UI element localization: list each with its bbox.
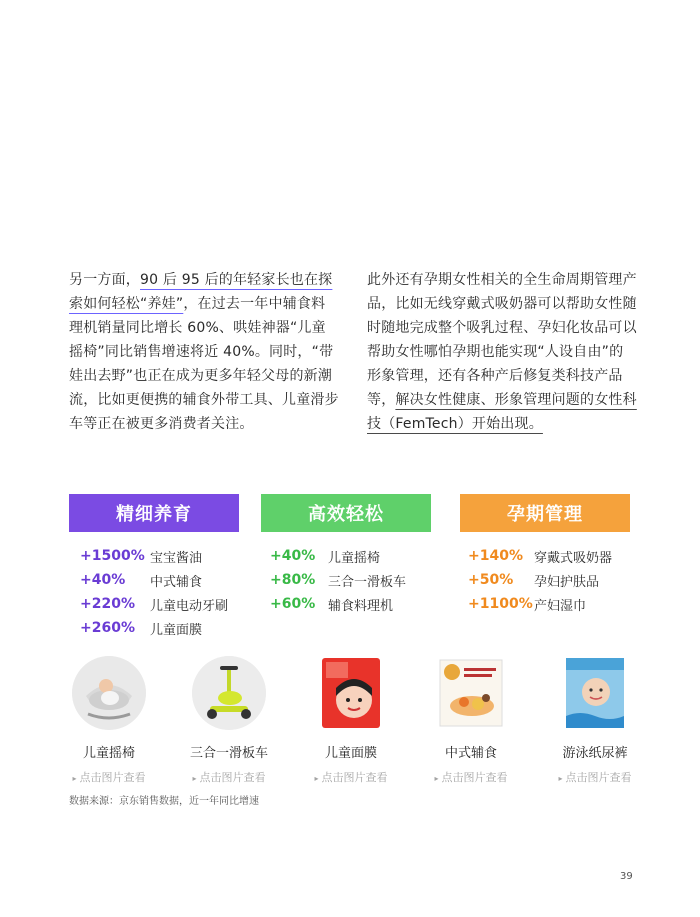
list-item — [468, 592, 612, 616]
product-scooter[interactable] — [174, 656, 284, 785]
view-image-link[interactable]: ▸ 点击图片查看 — [192, 771, 266, 784]
paragraph-right — [367, 268, 637, 436]
item-name: 三合一滑板车 — [328, 574, 407, 590]
view-image-link[interactable]: ▸ 点击图片查看 — [314, 771, 388, 784]
view-image-link[interactable]: ▸ 点击图片查看 — [558, 771, 632, 784]
baby-rocker-image[interactable] — [72, 656, 146, 730]
growth-percent: +140% — [468, 548, 523, 564]
product-name: 游泳纸尿裤 — [562, 746, 628, 761]
list-item — [468, 568, 612, 592]
paragraph-right-underline: 解决女性健康、形象管理问题的女性科技（FemTech）开始出现。 — [367, 392, 637, 432]
growth-percent: +1500% — [80, 548, 145, 564]
scooter-image[interactable] — [192, 656, 266, 730]
list-item — [80, 616, 228, 640]
kids-mask-image[interactable] — [316, 656, 386, 730]
data-source-note: 数据来源：京东销售数据，近一年同比增速 — [69, 796, 259, 807]
item-name: 儿童电动牙刷 — [150, 598, 229, 614]
baby-food-box-image[interactable] — [436, 656, 506, 730]
list-item — [80, 544, 228, 568]
triangle-icon: ▸ — [558, 773, 563, 783]
triangle-icon: ▸ — [192, 773, 197, 783]
growth-percent: +50% — [468, 572, 514, 588]
product-baby-food[interactable] — [416, 656, 526, 785]
list-item — [80, 592, 228, 616]
category-header-pregnancy: 孕期管理 — [460, 494, 630, 532]
product-kids-mask[interactable] — [296, 656, 406, 785]
category-header-efficient: 高效轻松 — [261, 494, 431, 532]
paragraph-left-text-2: ，在过去一年中辅食料理机销量同比增长 60%、哄娃神器“儿童摇椅”同比销售增速将近 40%。同时，“带娃出去野”也正在成为更多年轻父母的新潮流，比如更便携的辅食外带工具、儿童滑步车等正在被更多消费者关注。 — [69, 296, 339, 432]
item-name: 宝宝酱油 — [150, 550, 203, 566]
list-item — [270, 544, 406, 568]
list-item — [270, 568, 406, 592]
growth-percent: +1100% — [468, 596, 533, 612]
page-number: 39 — [620, 871, 633, 882]
product-name: 儿童摇椅 — [82, 746, 135, 761]
category-list-fine-parenting — [80, 544, 228, 640]
triangle-icon: ▸ — [434, 773, 439, 783]
list-item — [80, 568, 228, 592]
item-name: 孕妇护肤品 — [534, 574, 600, 590]
product-swim-diaper[interactable] — [540, 656, 650, 785]
growth-percent: +220% — [80, 596, 135, 612]
product-baby-rocker[interactable] — [54, 656, 164, 785]
growth-percent: +40% — [80, 572, 126, 588]
category-header-fine-parenting: 精细养育 — [69, 494, 239, 532]
growth-percent: +80% — [270, 572, 316, 588]
product-name: 中式辅食 — [444, 746, 497, 761]
item-name: 儿童面膜 — [150, 622, 203, 638]
triangle-icon: ▸ — [314, 773, 319, 783]
list-item — [270, 592, 406, 616]
growth-percent: +60% — [270, 596, 316, 612]
product-name: 儿童面膜 — [324, 746, 377, 761]
growth-percent: +260% — [80, 620, 135, 636]
paragraph-right-text-1: 此外还有孕期女性相关的全生命周期管理产品，比如无线穿戴式吸奶器可以帮助女性随时随地完成整个吸乳过程、孕妇化妆品可以帮助女性哪怕孕期也能实现“人设自由”的形象管理，还有各种产后修复类科技产品等， — [367, 272, 637, 408]
paragraph-left-underline: 90 后 95 后的年轻家长也在探索如何轻松“养娃” — [69, 272, 333, 312]
view-image-link[interactable]: ▸ 点击图片查看 — [72, 771, 146, 784]
growth-percent: +40% — [270, 548, 316, 564]
triangle-icon: ▸ — [72, 773, 77, 783]
item-name: 穿戴式吸奶器 — [534, 550, 613, 566]
list-item — [468, 544, 612, 568]
paragraph-left — [69, 268, 339, 436]
paragraph-left-text-1: 另一方面， — [69, 272, 140, 288]
item-name: 儿童摇椅 — [328, 550, 381, 566]
item-name: 辅食料理机 — [328, 598, 394, 614]
item-name: 产妇湿巾 — [534, 598, 587, 614]
view-image-link[interactable]: ▸ 点击图片查看 — [434, 771, 508, 784]
swim-diaper-image[interactable] — [560, 656, 630, 730]
category-list-pregnancy — [468, 544, 612, 616]
category-list-efficient — [270, 544, 406, 616]
product-name: 三合一滑板车 — [189, 746, 268, 761]
item-name: 中式辅食 — [150, 574, 203, 590]
